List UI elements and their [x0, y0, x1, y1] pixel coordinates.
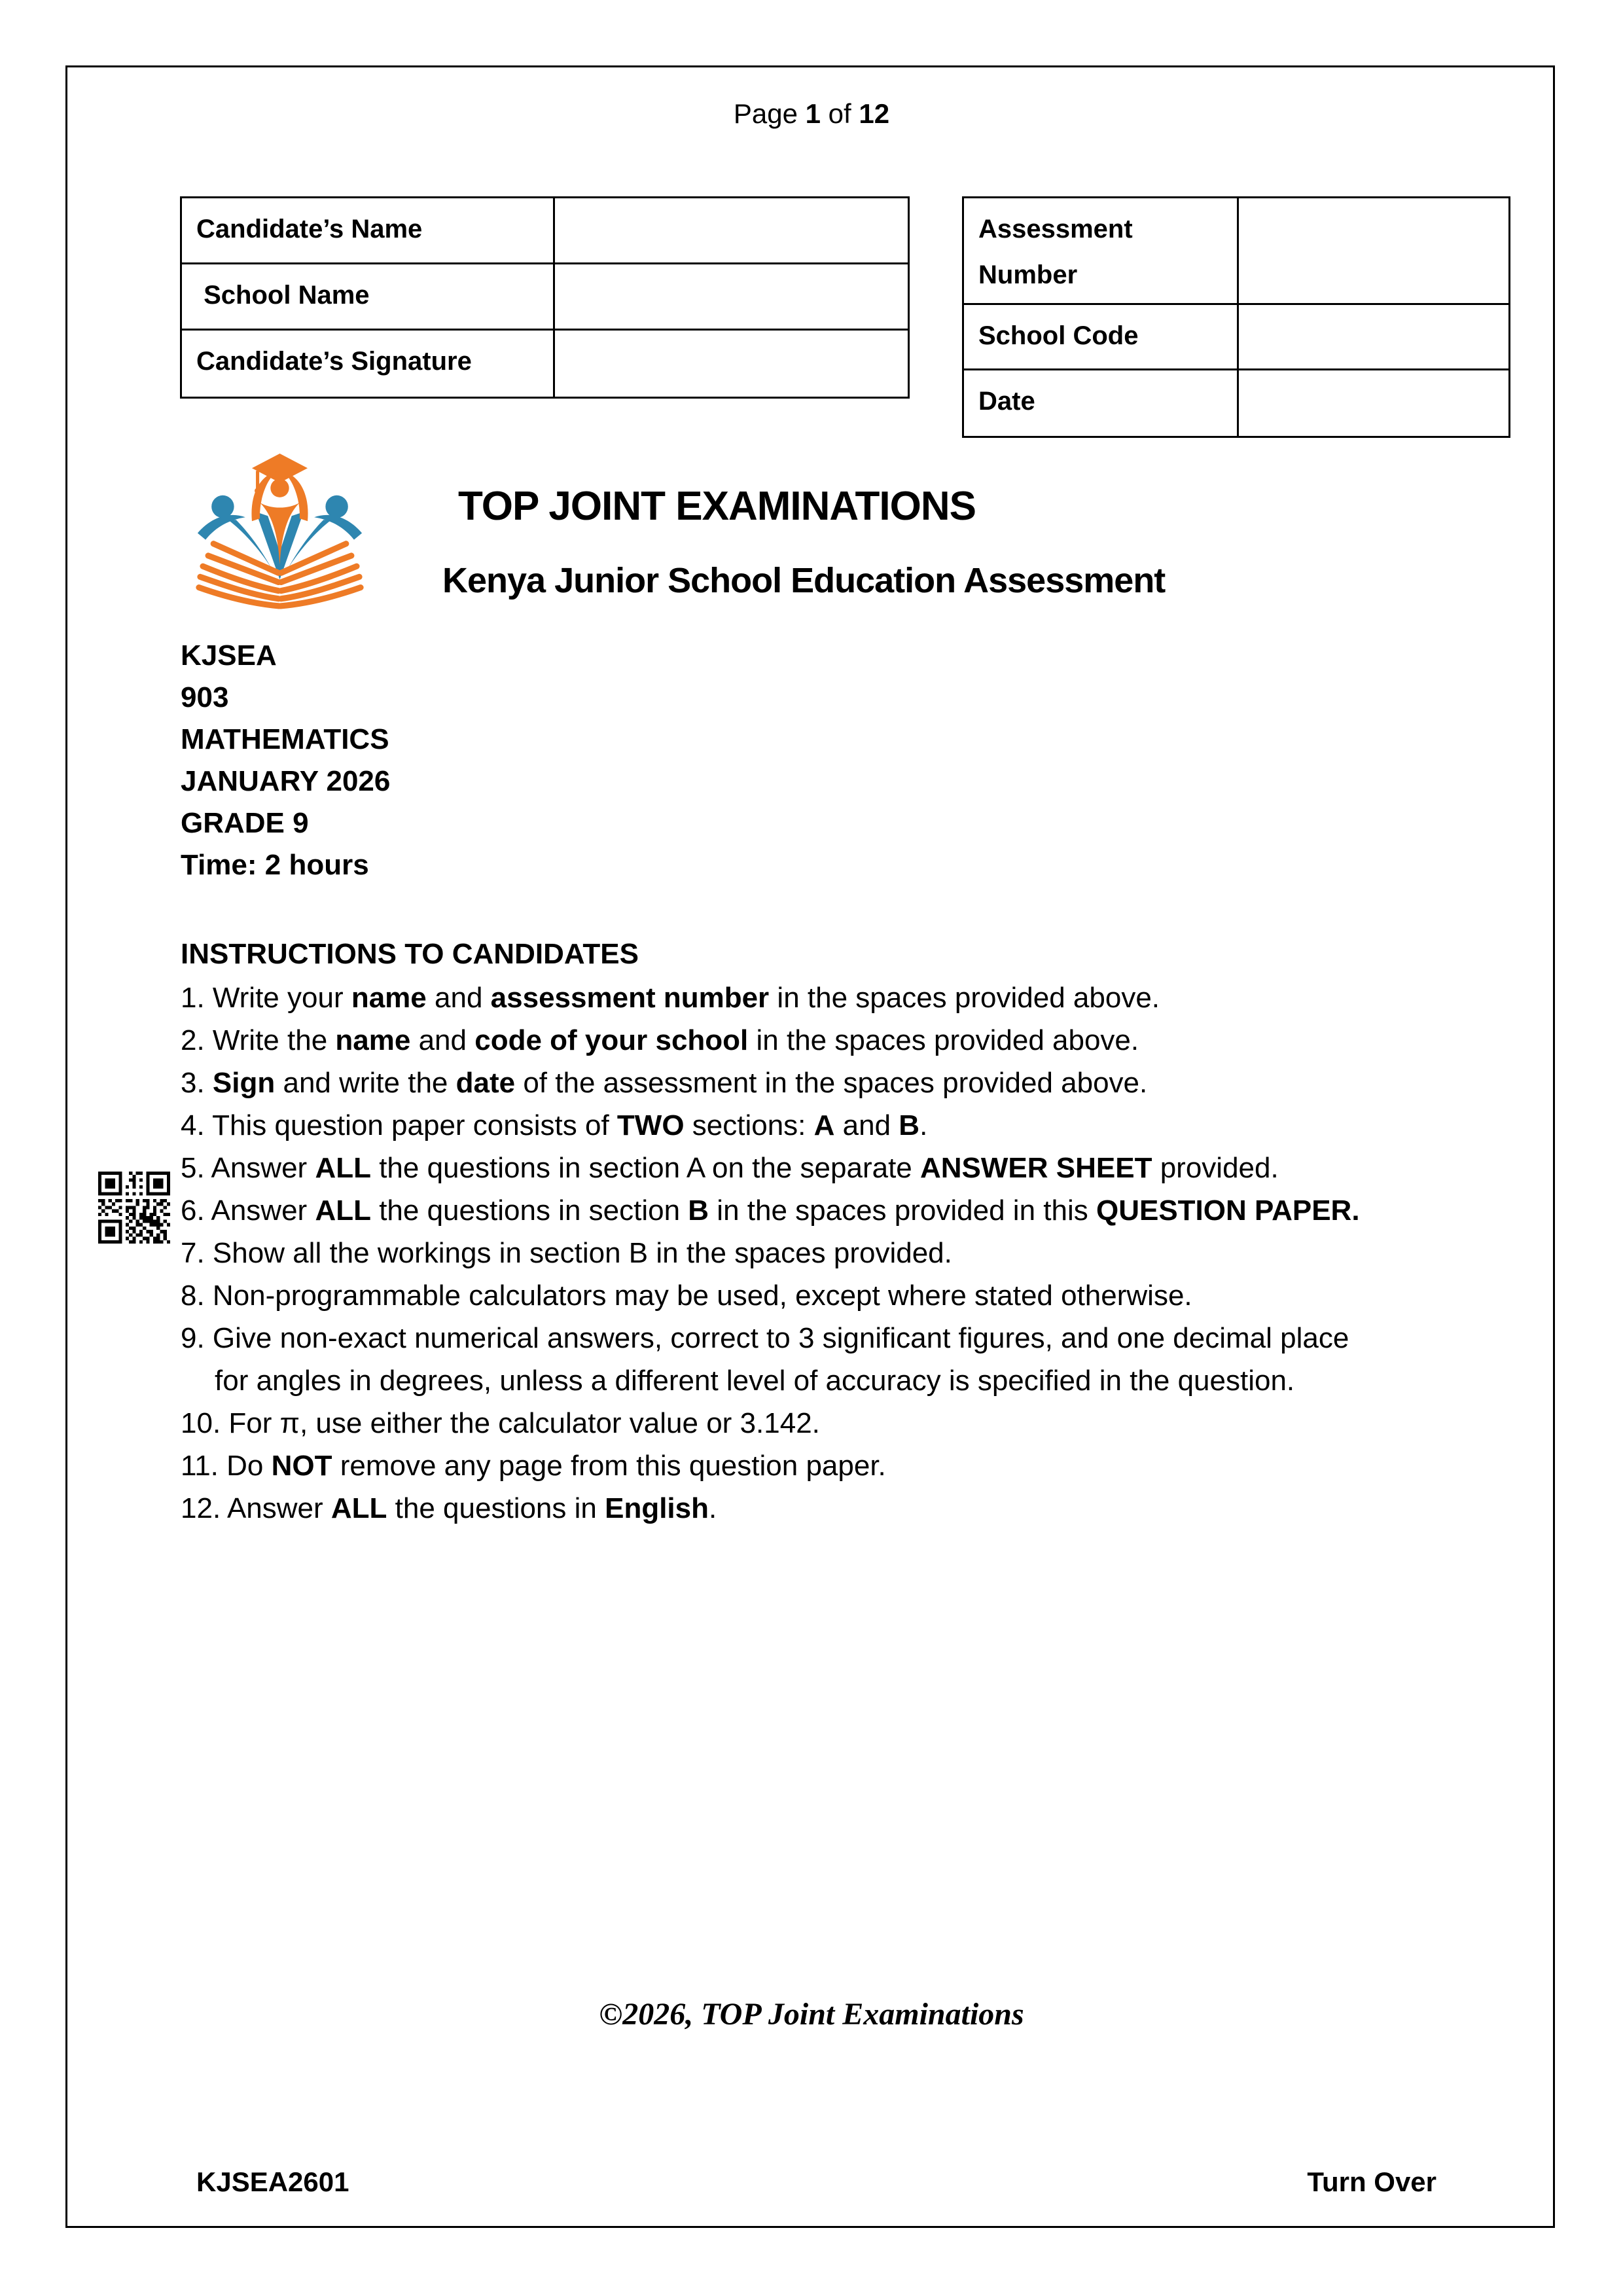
school-code-label: School Code — [964, 305, 1239, 368]
instruction-item-continuation: for angles in degrees, unless a different level of accuracy is specified in the question. — [215, 1365, 1295, 1397]
copyright-line: ©2026, TOP Joint Examinations — [599, 1997, 1024, 2032]
assessment-number-label: Assessment Number — [964, 198, 1239, 303]
instruction-item: 5. Answer ALL the questions in section A on the separate ANSWER SHEET provided. — [181, 1152, 1279, 1184]
footer-turn-over: Turn Over — [1307, 2166, 1436, 2197]
instruction-item: 3. Sign and write the date of the assessment in the spaces provided above. — [181, 1067, 1148, 1099]
instruction-item: 2. Write the name and code of your school in the spaces provided above. — [181, 1024, 1139, 1056]
school-name-field[interactable] — [555, 264, 908, 329]
instruction-item: 6. Answer ALL the questions in section B in the spaces provided in this QUESTION PAPER. — [181, 1194, 1360, 1227]
exam-date: JANUARY 2026 — [181, 765, 391, 797]
top-joint-examinations-logo-icon — [193, 454, 366, 609]
exam-info-block — [181, 635, 390, 886]
candidate-name-field[interactable] — [555, 198, 908, 262]
exam-series: KJSEA — [181, 639, 277, 672]
date-field[interactable] — [1239, 370, 1508, 436]
organisation-title: TOP JOINT EXAMINATIONS — [458, 484, 976, 529]
candidate-details-table — [180, 196, 910, 399]
instruction-item: 12. Answer ALL the questions in English. — [181, 1492, 717, 1524]
table-row — [964, 370, 1508, 436]
candidate-name-label: Candidate’s Name — [182, 198, 555, 262]
instruction-item: 1. Write your name and assessment number in the spaces provided above. — [181, 982, 1160, 1014]
instruction-item: 7. Show all the workings in section B in the spaces provided. — [181, 1237, 952, 1269]
paper-code: 903 — [181, 681, 229, 713]
instructions-block — [181, 932, 1360, 1530]
table-row — [964, 198, 1508, 305]
date-label: Date — [964, 370, 1239, 436]
assessment-subtitle: Kenya Junior School Education Assessment — [442, 561, 1166, 600]
instruction-item: 8. Non-programmable calculators may be used, except where stated otherwise. — [181, 1280, 1192, 1312]
duration: Time: 2 hours — [181, 849, 369, 881]
assessment-number-field[interactable] — [1239, 198, 1508, 303]
instruction-item: 4. This question paper consists of TWO sections: A and B. — [181, 1109, 928, 1141]
instructions-heading: INSTRUCTIONS TO CANDIDATES — [181, 938, 639, 970]
qr-code-icon — [98, 1172, 170, 1244]
page-number: Page 1 of 12 — [733, 98, 890, 129]
grade: GRADE 9 — [181, 807, 309, 839]
assessment-details-table — [962, 196, 1510, 438]
school-code-field[interactable] — [1239, 305, 1508, 368]
candidate-signature-label: Candidate’s Signature — [182, 331, 555, 397]
table-row — [182, 198, 908, 264]
subject: MATHEMATICS — [181, 723, 389, 755]
instruction-item: 11. Do NOT remove any page from this question paper. — [181, 1450, 886, 1482]
school-name-label: School Name — [182, 264, 555, 329]
table-row — [182, 264, 908, 331]
footer-paper-code: KJSEA2601 — [196, 2166, 349, 2197]
table-row — [182, 331, 908, 397]
page-footer — [196, 2166, 1436, 2198]
instruction-item: 9. Give non-exact numerical answers, correct to 3 significant figures, and one decimal place — [181, 1322, 1349, 1354]
instruction-item: 10. For π, use either the calculator value or 3.142. — [181, 1407, 820, 1439]
table-row — [964, 305, 1508, 370]
candidate-signature-field[interactable] — [555, 331, 908, 397]
